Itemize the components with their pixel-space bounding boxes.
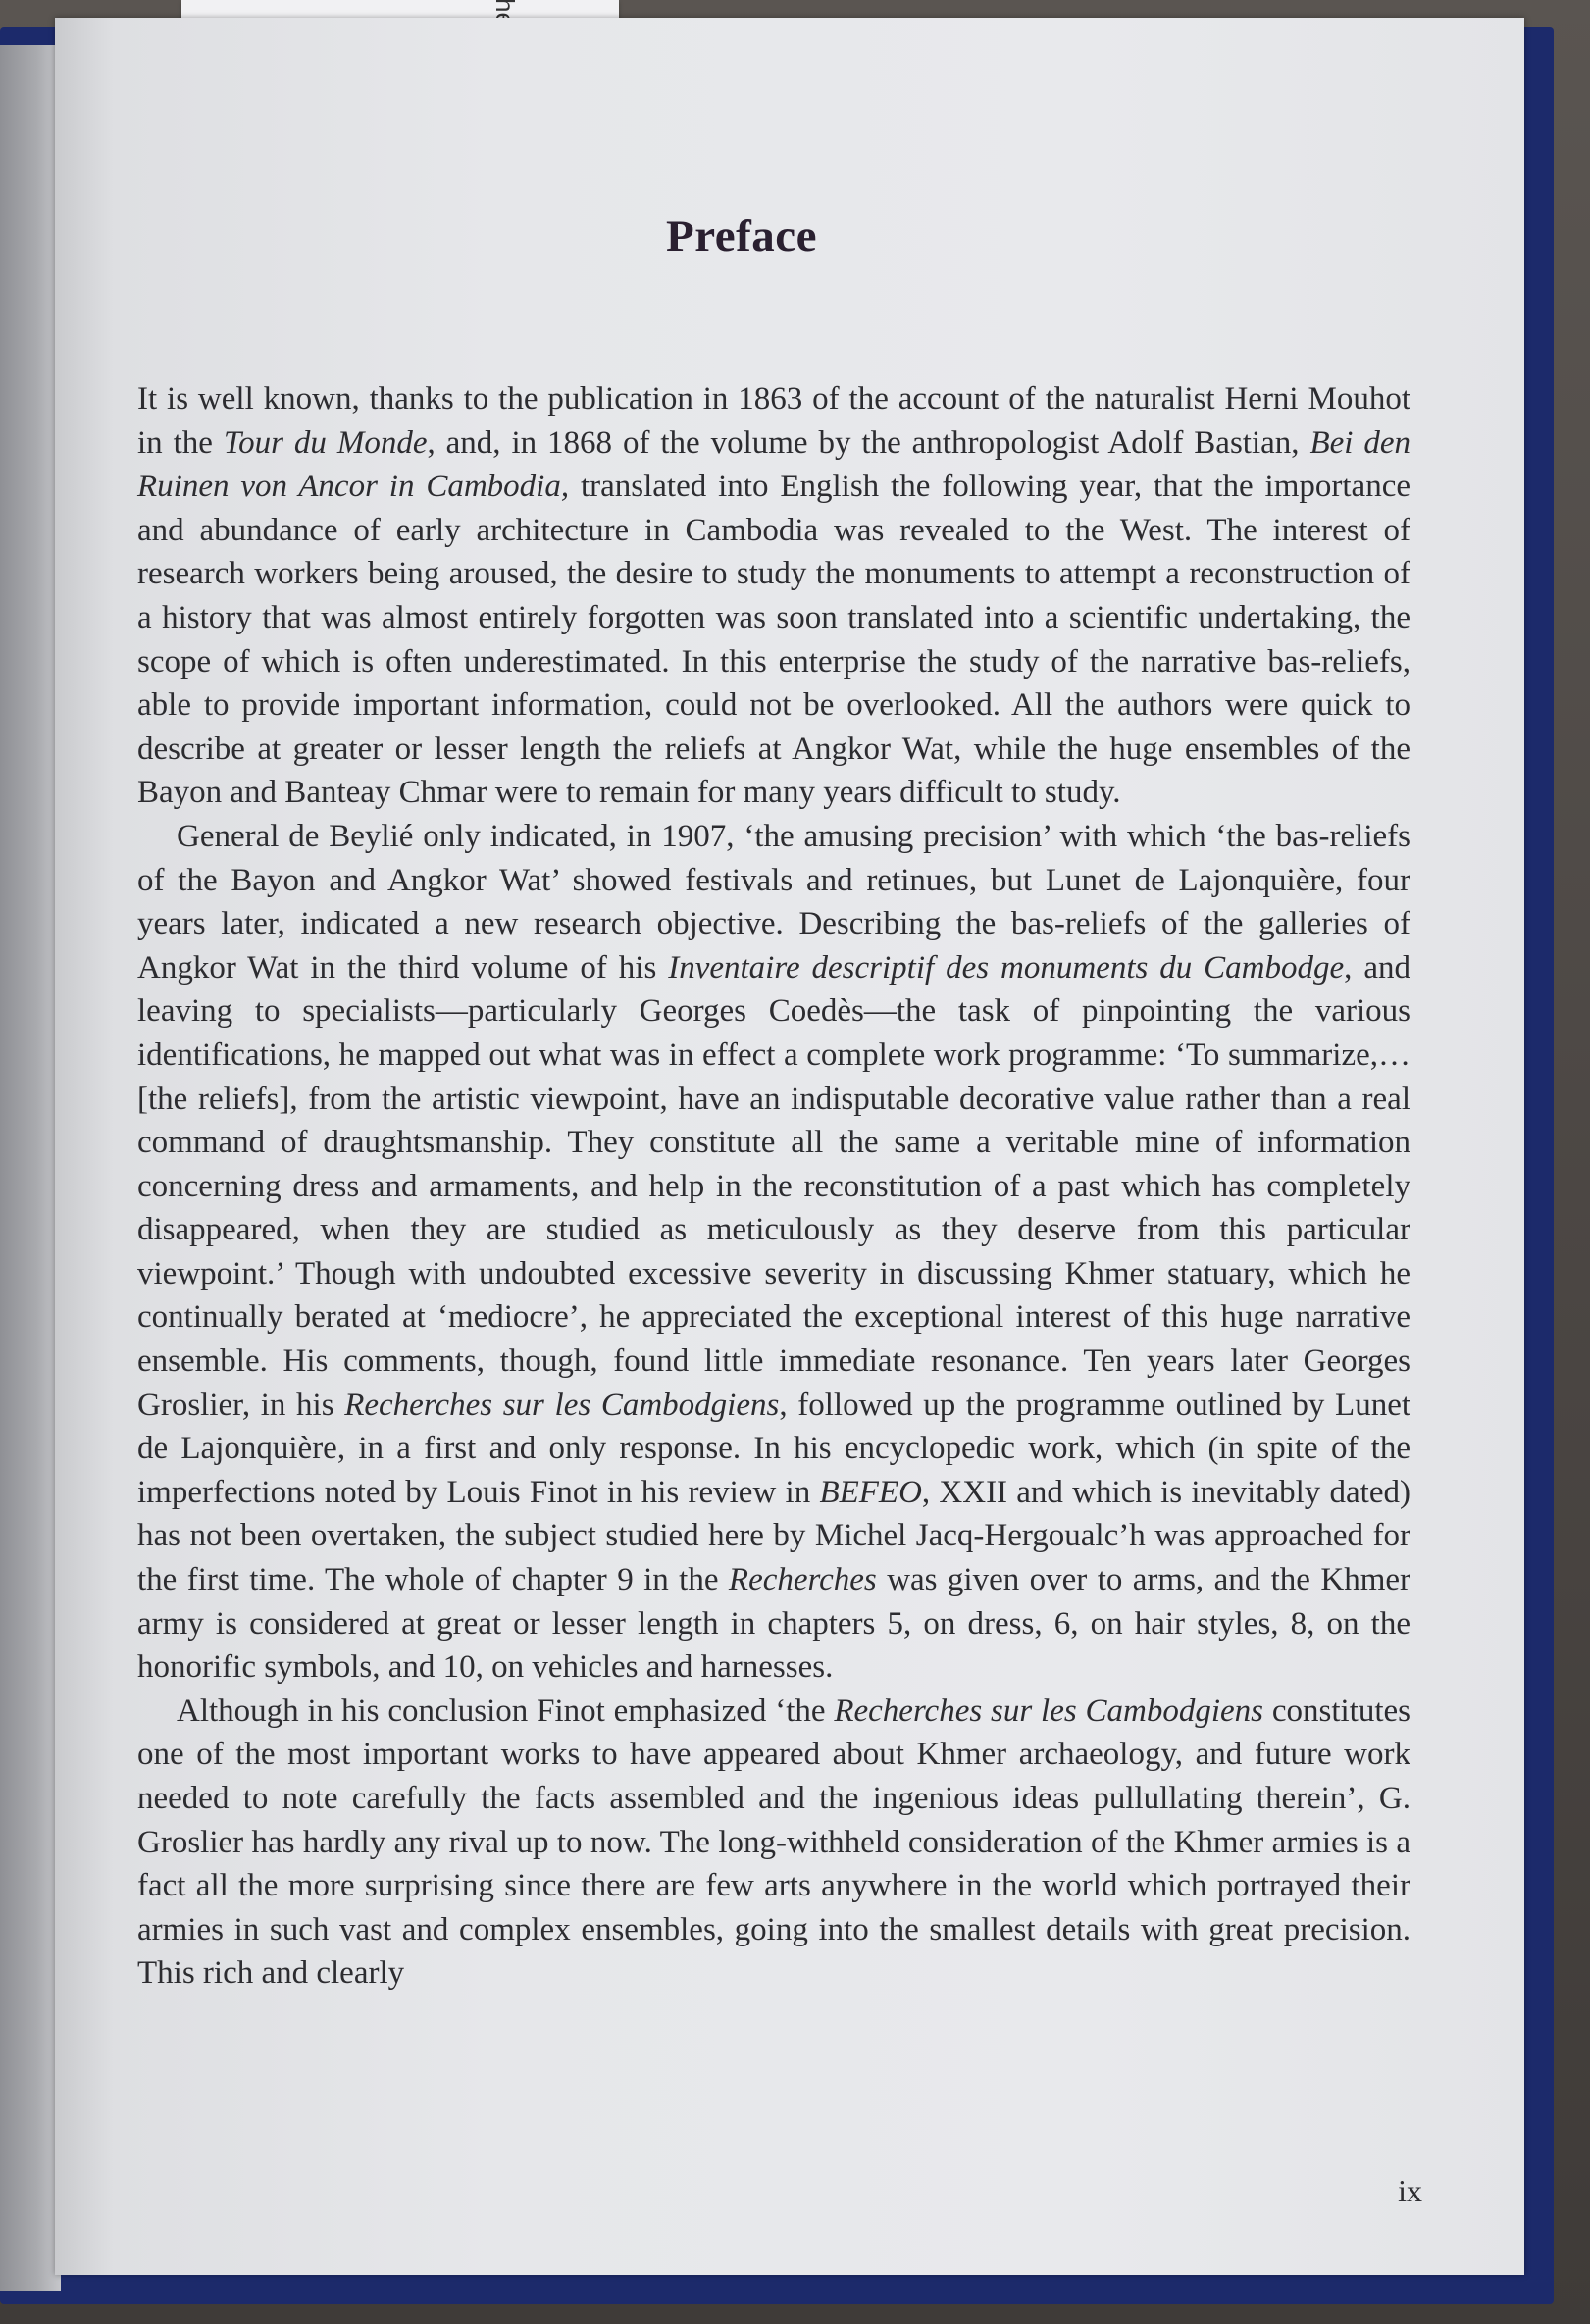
book-page	[55, 18, 1524, 2275]
italic-run: Recherches sur les Cambodgiens	[344, 1387, 780, 1423]
page-number: ix	[1398, 2173, 1422, 2208]
text-run: Although in his conclusion Finot emphasized ‘the	[177, 1692, 835, 1729]
text-run: was given over to arms, and the Khmer army is considered at great or lesser length in chapters 5, on dress, 6, on hair styles, 8, on the honorific symbols, and 10, on vehicles and harnesses.	[137, 1562, 1411, 1686]
paragraph-3	[137, 1690, 1410, 1996]
text-run: constitutes one of the most important works to have appeared about Khmer archaeology, and future work needed to note carefully the facts assembled and the ingenious ideas pullullating therein’, G. Groslier has hardly any rival up to now. The long-withheld consideration of the Khmer armies is a fact all the more surprising since there are few arts anywhere in the world which portrayed their armies in such vast and complex ensembles, going into the smallest details with great precision. This rich and clearly	[137, 1692, 1410, 1992]
text-run: , XXII and which is inevitably dated) has not been overtaken, the subject studied here by Michel Jacq-Hergoualc’h was approached for the first time. The whole of chapter 9 in the	[137, 1474, 1410, 1598]
text-run: General de Beylié only indicated, in 1907, ‘the amusing precision’ with which ‘the bas-reliefs of the Bayon and Angkor Wat’ showed festivals and retinues, but Lunet de Lajonquière, four years later, indicated a new research objective. Describing the bas-reliefs of the galleries of Angkor Wat in the third volume of his	[137, 818, 1410, 985]
paragraph-2	[137, 815, 1410, 1690]
italic-run: Inventaire descriptif des monuments du Cambodge	[668, 949, 1345, 985]
book-gutter	[0, 45, 61, 2291]
text-run: , and leaving to specialists—particularly Georges Coedès—the task of pinpointing the various identifications, he mapped out what was in effect a complete work programme: ‘To summarize,…[the reliefs], from the artistic viewpoint, have an indisputable decorative value rather than a real command of draughtsmanship. They constitute all the same a veritable mine of information concerning dress and armaments, and help in the reconstitution of a past which has completely disappeared, when they are studied as meticulously as they deserve from this particular viewpoint.’ Though with undoubted excessive severity in discussing Khmer statuary, which he continually berated at ‘mediocre’, he appreciated the exceptional interest of this huge narrative ensemble. His comments, though, found little immediate resonance. Ten years later Georges Groslier, in his	[137, 949, 1410, 1423]
text-run: It is well known, thanks to the publication in 1863 of the account of the naturalist Herni Mouhot in the	[137, 381, 1410, 461]
italic-run: Tour du Monde	[223, 425, 428, 461]
page-title: Preface	[666, 211, 817, 262]
body-text	[137, 378, 1410, 1996]
text-run: translated into English the following year, that the importance and abundance of early architecture in Cambodia was revealed to the West. The interest of research workers being aroused, the desire to study the monuments to attempt a reconstruction of a history that was almost entirely forgotten was soon translated into a scientific undertaking, the scope of which is often underestimated. In this enterprise the study of the narrative bas-reliefs, able to provide important information, could not be overlooked. All the authors were quick to describe at greater or lesser length the reliefs at Angkor Wat, while the huge ensembles of the Bayon and Banteay Chmar were to remain for many years difficult to study.	[137, 469, 1410, 811]
paragraph-1	[137, 378, 1410, 815]
text-run: , and, in 1868 of the volume by the anthropologist Adolf Bastian,	[427, 425, 1310, 461]
italic-run: Recherches	[728, 1562, 877, 1598]
italic-run: Recherches sur les Cambodgiens	[834, 1692, 1264, 1729]
text-run: , followed up the programme outlined by Lunet de Lajonquière, in a first and only response. In his encyclopedic work, which (in spite of the imperfections noted by Louis Finot in his review in	[137, 1387, 1411, 1510]
italic-run: Bei den Ruinen von Ancor in Cambodia,	[137, 425, 1410, 505]
italic-run: BEFEO	[819, 1474, 922, 1510]
